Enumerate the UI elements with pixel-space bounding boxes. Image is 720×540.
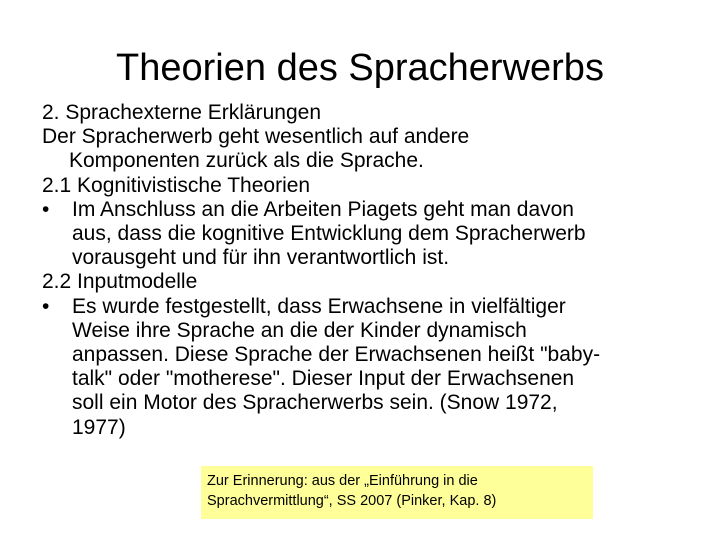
section-heading-2-2: 2.2 Inputmodelle (42, 270, 198, 294)
bullet-icon: • (42, 294, 50, 318)
body-text-line: Der Spracherwerb geht wesentlich auf andere (42, 125, 470, 149)
bullet-continuation-line: aus, dass die kognitive Entwicklung dem Spracherwerb (72, 222, 586, 246)
bullet-continuation-line: Weise ihre Sprache an die der Kinder dynamisch (72, 318, 527, 342)
bullet-continuation-line: vorausgeht und für ihn verantwortlich ist. (72, 246, 450, 270)
section-heading-2-1: 2.1 Kognitivistische Theorien (42, 173, 311, 197)
bullet-item-kognitivistisch (42, 198, 692, 222)
bullet-icon: • (42, 197, 50, 221)
slide-title: Theorien des Spracherwerbs (116, 47, 604, 89)
bullet-continuation-line: anpassen. Diese Sprache der Erwachsenen heißt "baby- (72, 343, 601, 367)
section-heading-2: 2. Sprachexterne Erklärungen (42, 101, 321, 124)
reminder-note-box (201, 466, 593, 519)
bullet-text-line: Im Anschluss an die Arbeiten Piagets geht man davon (72, 197, 574, 221)
bullet-continuation-line: 1977) (72, 415, 126, 439)
bullet-continuation-line: soll ein Motor des Spracherwerbs sein. (Snow 1972, (72, 391, 558, 415)
body-text-line: Komponenten zurück als die Sprache. (69, 149, 424, 173)
slide-body (42, 101, 692, 440)
note-text-line: Sprachvermittlung“, SS 2007 (Pinker, Kap. 8) (207, 493, 497, 509)
note-text-line: Zur Erinnerung: aus der „Einführung in die (207, 473, 478, 489)
bullet-text-line: Es wurde festgestellt, dass Erwachsene in vielfältiger (72, 294, 566, 318)
bullet-item-inputmodelle (42, 295, 692, 319)
bullet-continuation-line: talk" oder "motherese". Dieser Input der Erwachsenen (72, 367, 575, 391)
